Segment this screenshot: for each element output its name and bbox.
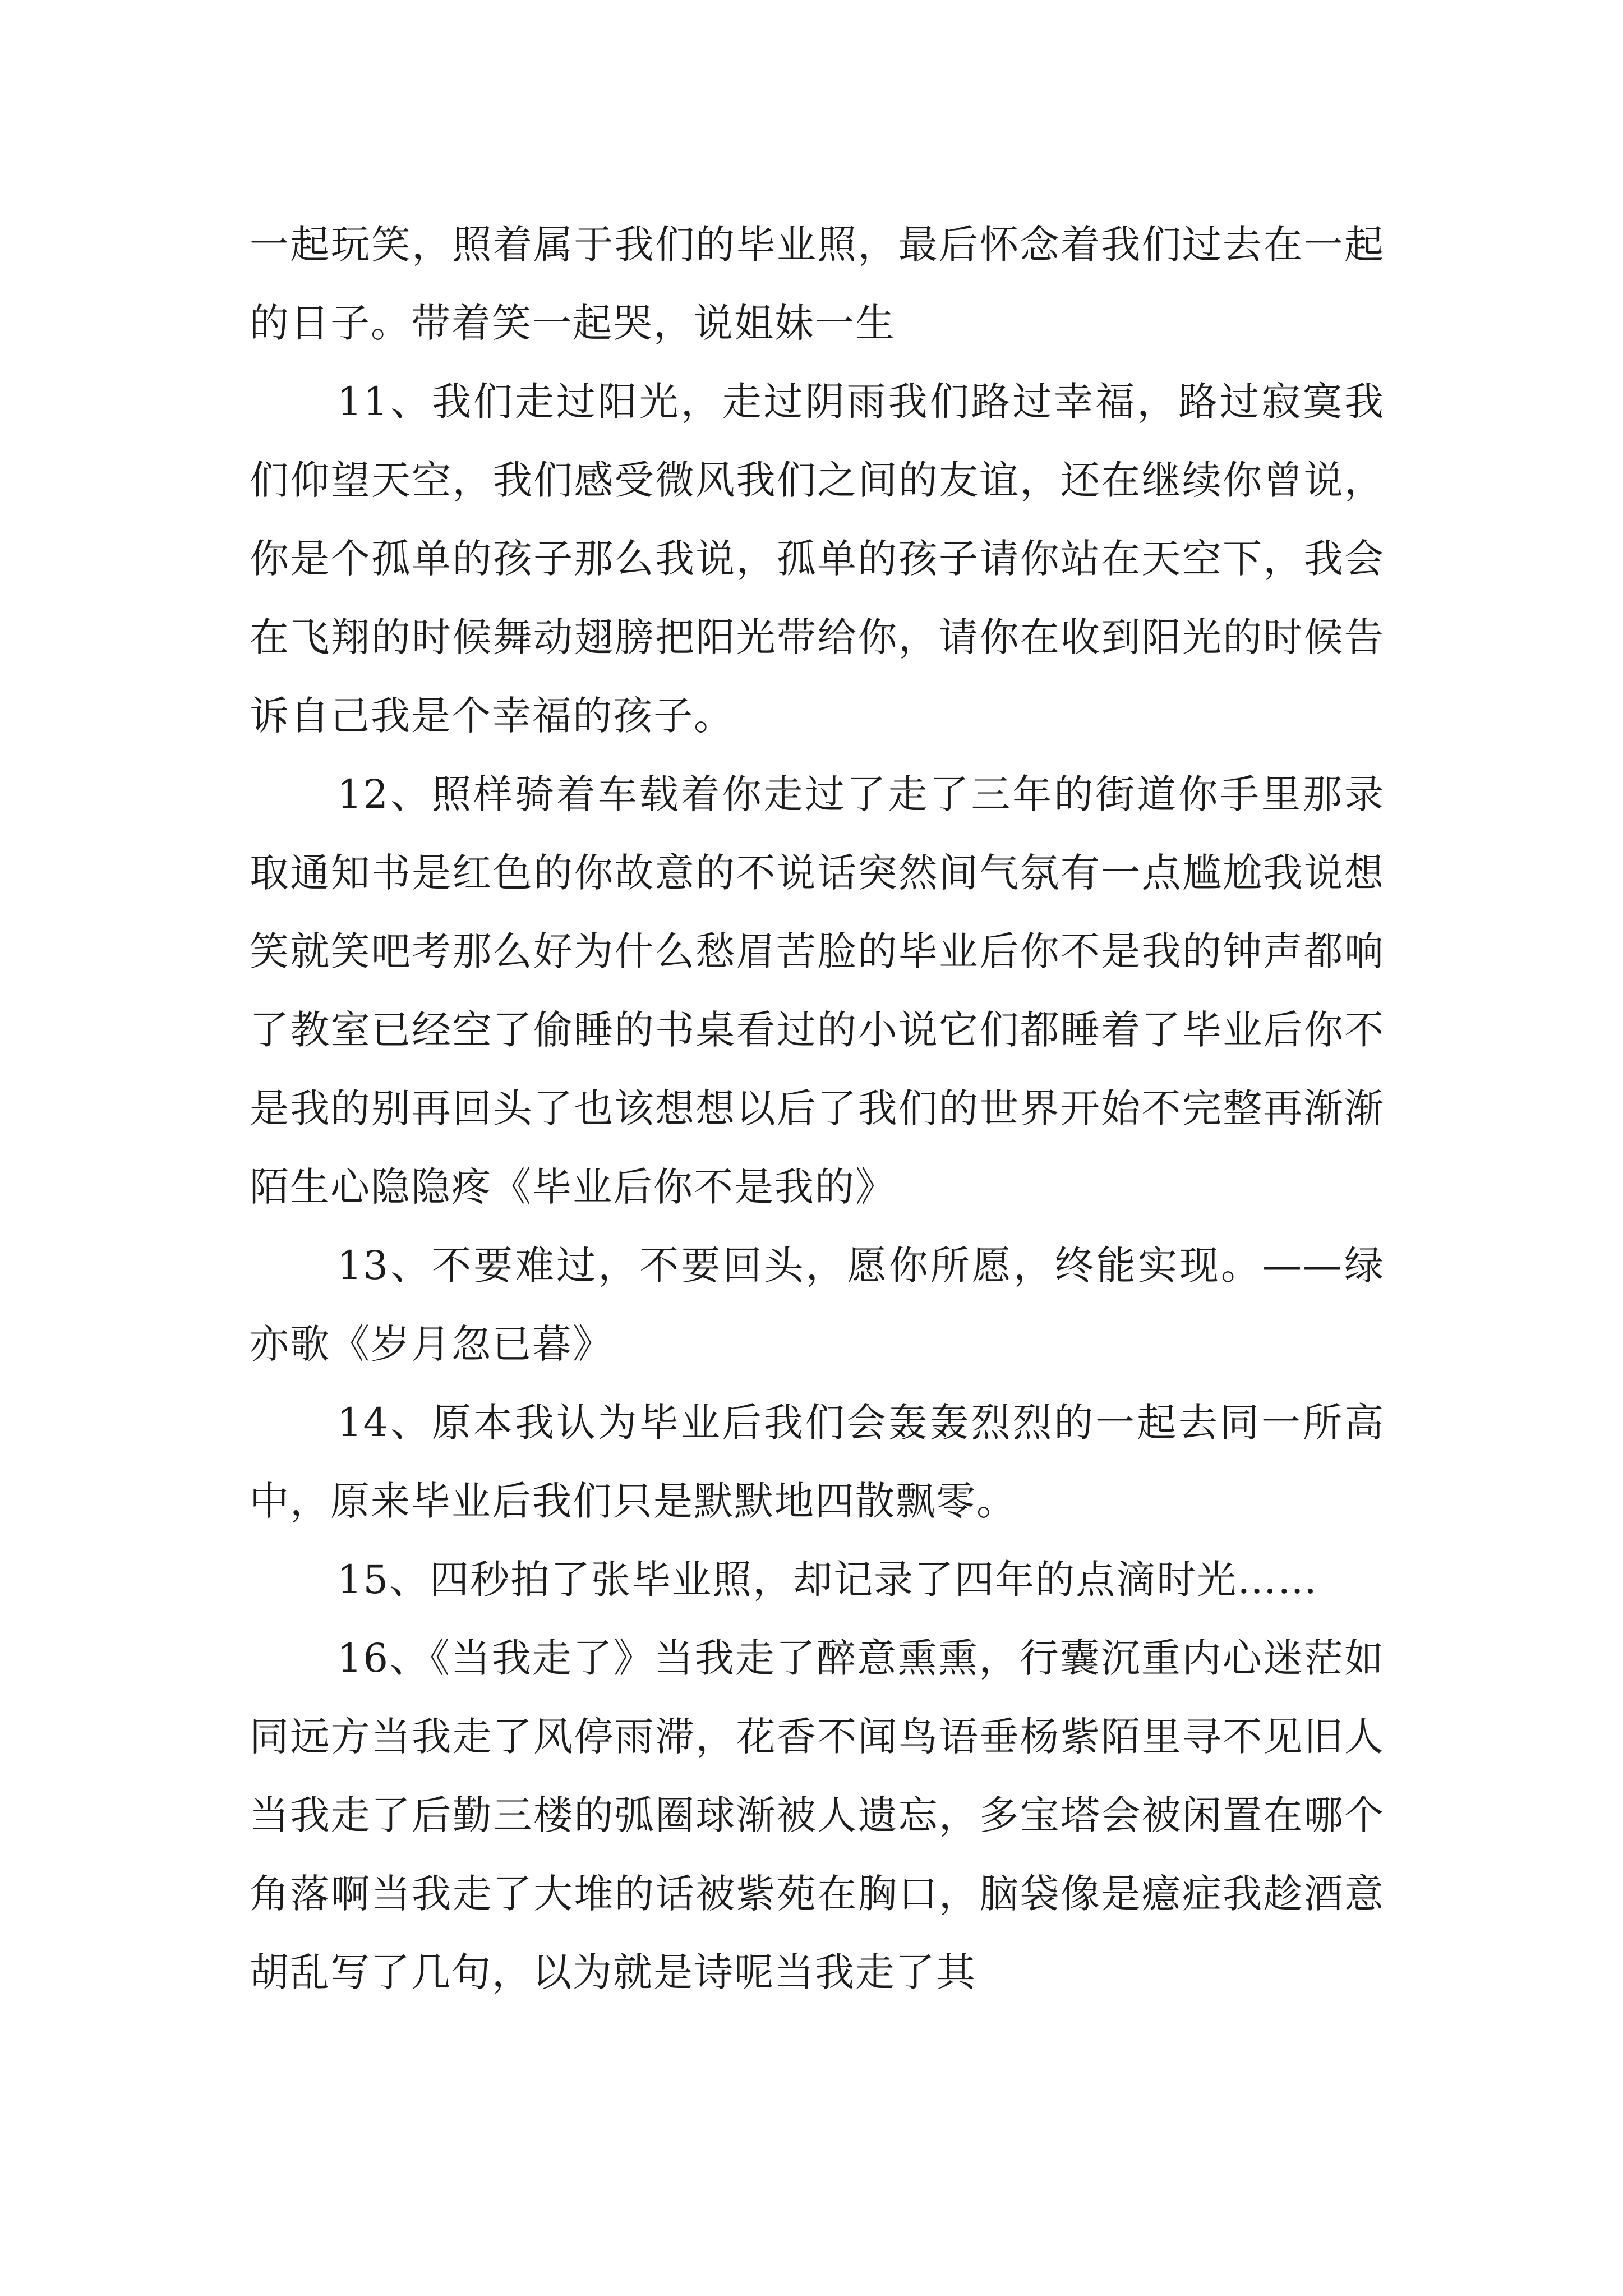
paragraph-16: 16、《当我走了》当我走了醉意熏熏，行囊沉重内心迷茫如同远方当我走了风停雨滞，花香不闻鸟语垂杨紫陌里寻不见旧人当我走了后勤三楼的弧圈球渐被人遗忘，多宝塔会被闲置在哪个角落啊当我走了大堆的话被紫苑在胸口，脑袋像是癔症我趁酒意胡乱写了几句，以为就是诗呢当我走了其 (250, 1635, 1385, 1995)
paragraph-15: 15、四秒拍了张毕业照，却记录了四年的点滴时光…… (337, 1557, 1318, 1603)
paragraph-14: 14、原本我认为毕业后我们会轰轰烈烈的一起去同一所高中，原来毕业后我们只是默默地四散飘零。 (250, 1400, 1385, 1524)
paragraph-13: 13、不要难过，不要回头，愿你所愿，终能实现。——绿亦歌《岁月忽已暮》 (250, 1243, 1385, 1367)
document-body (250, 205, 1385, 2012)
paragraph-12: 12、照样骑着车载着你走过了走了三年的街道你手里那录取通知书是红色的你故意的不说话突然间气氛有一点尴尬我说想笑就笑吧考那么好为什么愁眉苦脸的毕业后你不是我的钟声都响了教室已经空了偷睡的书桌看过的小说它们都睡着了毕业后你不是我的别再回头了也该想想以后了我们的世界开始不完整再渐渐陌生心隐隐疼《毕业后你不是我的》 (250, 771, 1385, 1210)
paragraph-11: 11、我们走过阳光，走过阴雨我们路过幸福，路过寂寞我们仰望天空，我们感受微风我们之间的友谊，还在继续你曾说，你是个孤单的孩子那么我说，孤单的孩子请你站在天空下，我会在飞翔的时候舞动翅膀把阳光带给你，请你在收到阳光的时候告诉自己我是个幸福的孩子。 (250, 379, 1385, 739)
paragraph-continuation: 一起玩笑，照着属于我们的毕业照，最后怀念着我们过去在一起的日子。带着笑一起哭，说姐妹一生 (250, 222, 1385, 346)
